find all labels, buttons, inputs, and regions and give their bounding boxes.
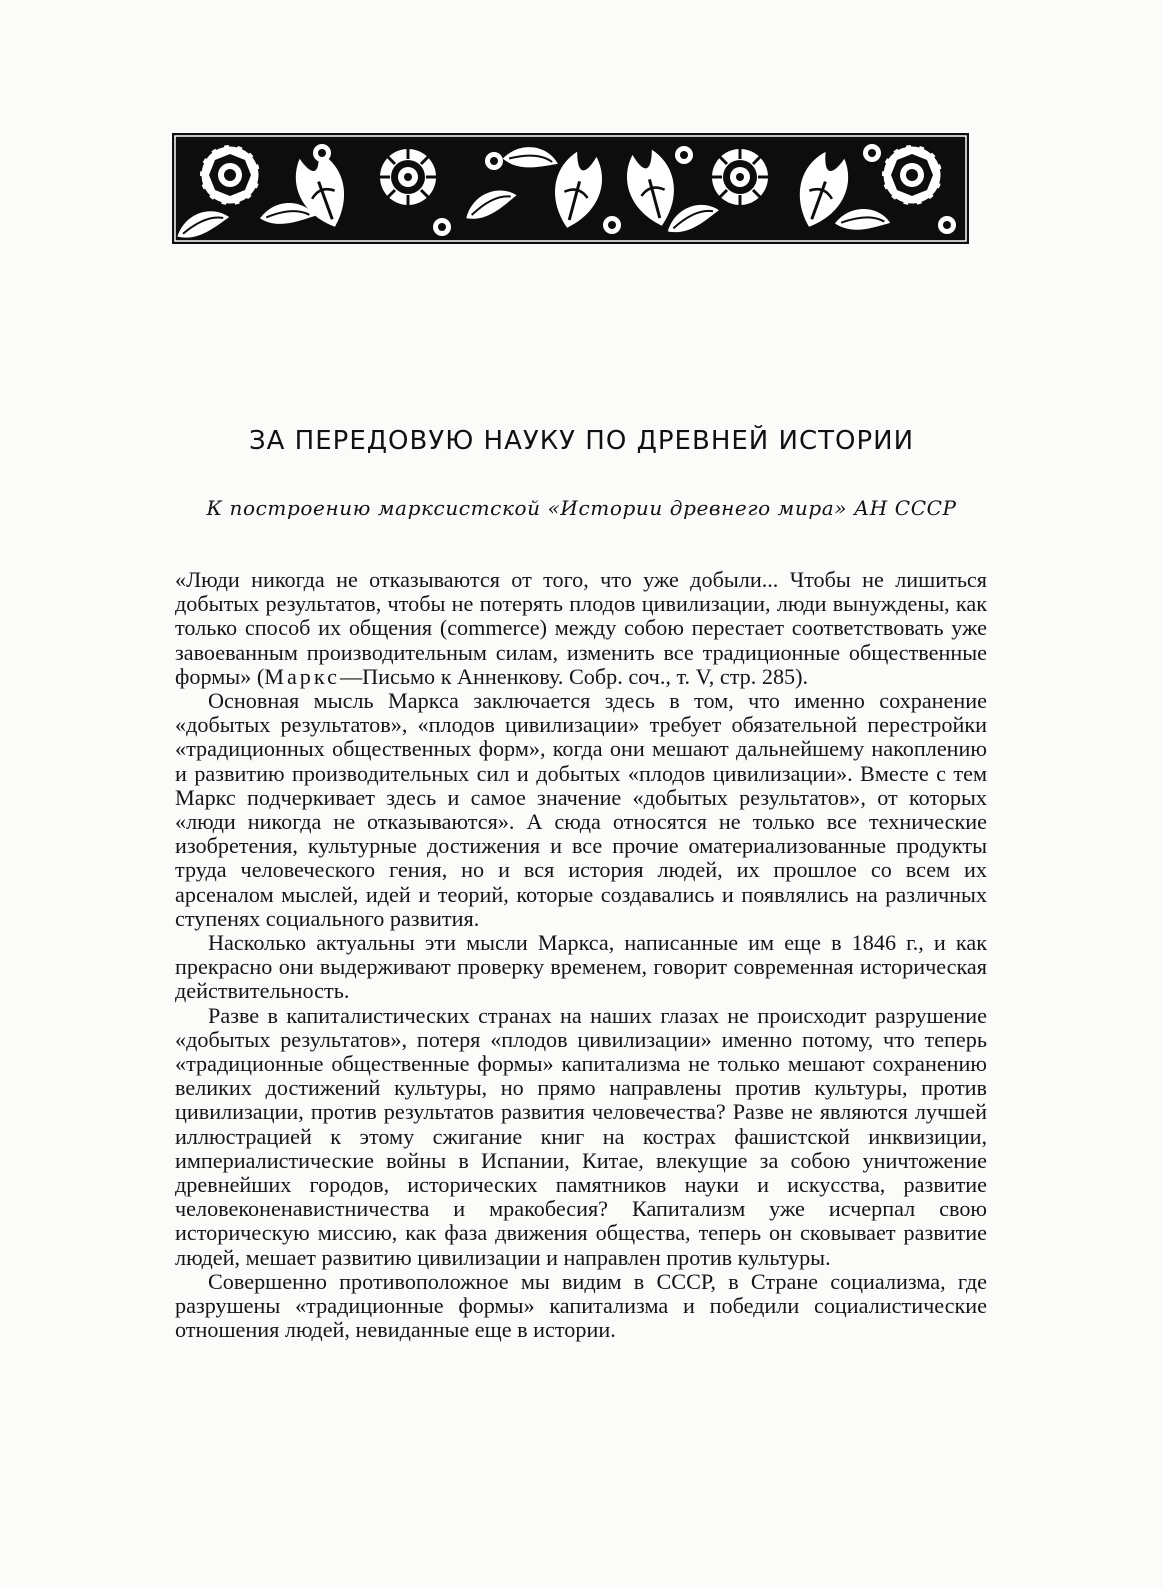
floral-ornament-icon — [172, 133, 969, 244]
paragraph: Разве в капиталистических странах на наших глазах не происходит разрушение «добытых результатов», потеря «плодов цивилизации» именно потому, что теперь «традиционные общественные формы» капитализма не только мешают сохранению великих достижений культуры, но прямо направлены против культуры, против цивилизации, против результатов развития человечества? Разве не являются лучшей иллюстрацией к этому сжигание книг на кострах фашистской инквизиции, империалистические войны в Испании, Китае, влекущие за собою уничтожение древнейших городов, исторических памятников науки и искусства, развитие человеконенавистничества и мракобесия? Капитализм уже исчерпал свою историческую миссию, как фаза движения общества, теперь он сковывает развитие людей, мешает развитию цивилизации и направлен против культуры. — [175, 1002, 987, 1270]
paragraph: Насколько актуальны эти мысли Маркса, написанные им еще в 1846 г., и как прекрасно они выдерживают проверку временем, говорит современная историческая действительность. — [175, 930, 987, 1004]
article-title: ЗА ПЕРЕДОВУЮ НАУКУ ПО ДРЕВНЕЙ ИСТОРИИ — [248, 426, 915, 456]
paragraph: Основная мысль Маркса заключается здесь в том, что именно сохранение «добытых результатов», «плодов цивилизации» требует обязательной перестройки «традиционных общественных форм», когда они мешают дальнейшему накоплению и развитию производительных сил и добытых «плодов цивилизации». Вместе с тем Маркс подчеркивает здесь и самое значение «добытых результатов», от которых «люди никогда не отказываются». А сюда относятся не только все технические изобретения, культурные достижения и все прочие оматериализованные продукты труда человеческого гения, но и вся история людей, их прошлое со всем их арсеналом мыслей, идей и теорий, которые создавались и появлялись на различных ступенях социального развития. — [175, 688, 987, 931]
article-subtitle: К построению марксистской «Истории древнего мира» АН СССР — [206, 496, 957, 520]
paragraph: Совершенно противоположное мы видим в СССР, в Стране социализма, где разрушены «традиционные формы» капитализма и победили социалистические отношения людей, невиданные еще в истории. — [175, 1268, 987, 1343]
paragraph-quote — [175, 568, 987, 689]
article-body — [175, 568, 987, 1343]
quote-source: —Письмо к Анненкову. Собр. соч., т. V, стр. 285). — [339, 663, 809, 689]
quote-author: Маркс — [264, 663, 340, 689]
quote-text: «Люди никогда не отказываются от того, что уже добыли... Чтобы не лишиться добытых результатов, чтобы не потерять плодов цивилизации, люди вынуждены, как только способ их общения (commerce) между собою перестает соответствовать уже завоеванным производительным силам, изменить все традиционные общественные формы» ( — [175, 567, 987, 689]
